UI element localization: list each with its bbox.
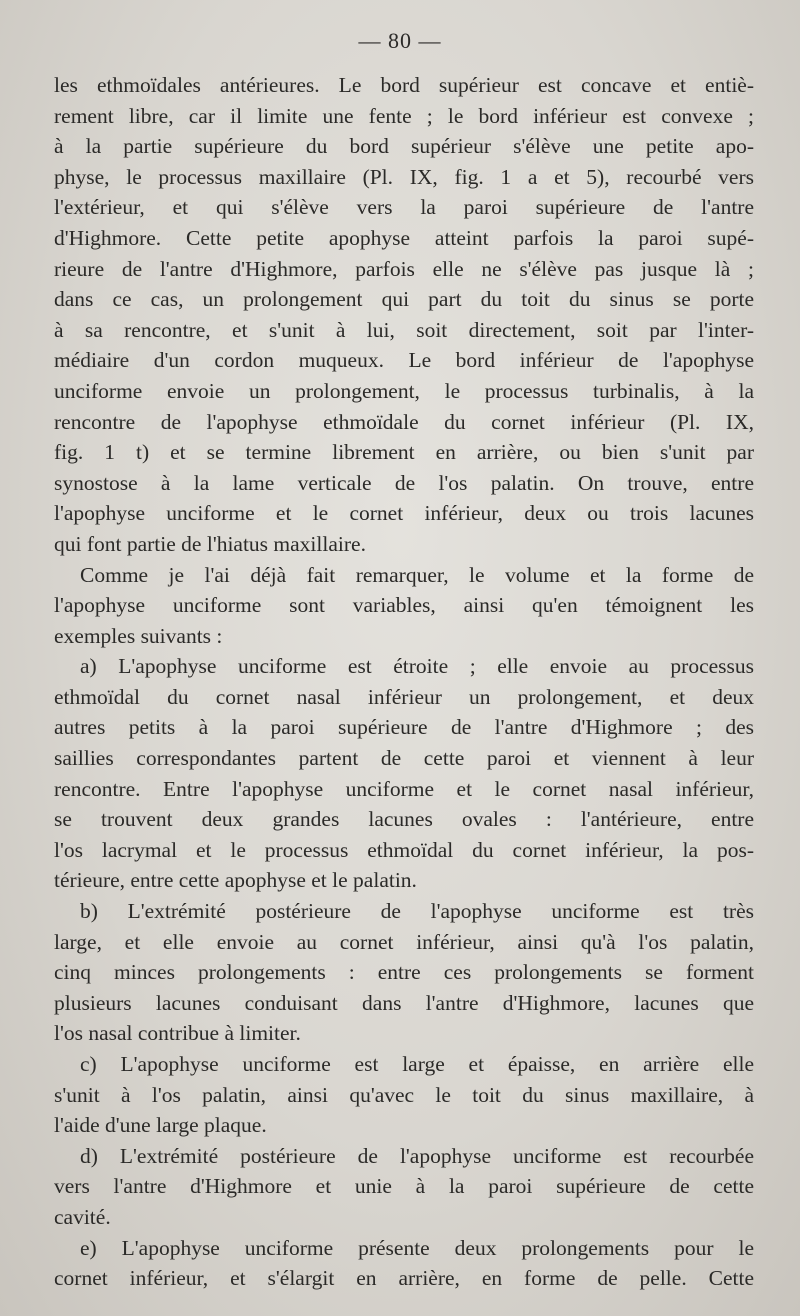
text-line: physe, le processus maxillaire (Pl. IX, fig. 1 a et 5), recourbé vers: [54, 164, 754, 189]
text-line: médiaire d'un cordon muqueux. Le bord inférieur de l'apophyse: [54, 348, 754, 373]
text-line: l'os lacrymal et le processus ethmoïdal du cornet inférieur, la pos-: [54, 837, 754, 862]
text-line: cavité.: [54, 1204, 111, 1229]
paragraph: [54, 560, 754, 652]
text-line: rieure de l'antre d'Highmore, parfois elle ne s'élève pas jusque là ;: [54, 256, 754, 281]
text-line: l'apophyse unciforme sont variables, ainsi qu'en témoignent les: [54, 593, 754, 618]
text-line: large, et elle envoie au cornet inférieur, ainsi qu'à l'os palatin,: [54, 929, 754, 954]
text-line: térieure, entre cette apophyse et le palatin.: [54, 868, 417, 893]
text-line: l'extérieur, et qui s'élève vers la paroi supérieure de l'antre: [54, 195, 754, 220]
text-line: c) L'apophyse unciforme est large et épaisse, en arrière elle: [80, 1052, 754, 1076]
paragraph: [54, 896, 754, 1049]
text-line: exemples suivants :: [54, 623, 223, 648]
text-line: à la partie supérieure du bord supérieur s'élève une petite apo-: [54, 134, 754, 159]
text-line: d'Highmore. Cette petite apophyse atteint parfois la paroi supé-: [54, 225, 754, 250]
text-line: rement libre, car il limite une fente ; le bord inférieur est convexe ;: [54, 103, 754, 128]
text-line: a) L'apophyse unciforme est étroite ; elle envoie au processus: [80, 654, 754, 679]
text-line: se trouvent deux grandes lacunes ovales : l'antérieure, entre: [54, 807, 754, 832]
paragraph: [54, 651, 754, 896]
text-line: b) L'extrémité postérieure de l'apophyse unciforme est très: [80, 899, 754, 924]
paragraph: [54, 1049, 754, 1141]
text-line: synostose à la lame verticale de l'os palatin. On trouve, entre: [54, 470, 754, 495]
text-line: d) L'extrémité postérieure de l'apophyse unciforme est recourbée: [80, 1143, 754, 1168]
paragraph: [54, 1233, 754, 1294]
text-line: unciforme envoie un prolongement, le processus turbinalis, à la: [54, 378, 754, 403]
text-line: qui font partie de l'hiatus maxillaire.: [54, 531, 366, 556]
text-line: s'unit à l'os palatin, ainsi qu'avec le toit du sinus maxillaire, à: [54, 1082, 754, 1107]
page-number: — 80 —: [358, 28, 442, 53]
text-line: rencontre de l'apophyse ethmoïdale du cornet inférieur (Pl. IX,: [54, 409, 754, 434]
text-line: saillies correspondantes partent de cette paroi et viennent à leur: [54, 746, 754, 771]
text-line: ethmoïdal du cornet nasal inférieur un prolongement, et deux: [54, 684, 754, 709]
text-line: l'os nasal contribue à limiter.: [54, 1021, 301, 1046]
text-line: cinq minces prolongements : entre ces prolongements se forment: [54, 960, 754, 985]
paragraph: [54, 1141, 754, 1233]
text-line: l'aide d'une large plaque.: [54, 1113, 267, 1138]
body-text: [54, 70, 754, 1294]
paragraph: [54, 70, 754, 560]
text-line: vers l'antre d'Highmore et unie à la paroi supérieure de cette: [54, 1174, 754, 1199]
text-line: dans ce cas, un prolongement qui part du toit du sinus se porte: [54, 287, 754, 312]
text-line: l'apophyse unciforme et le cornet inférieur, deux ou trois lacunes: [54, 501, 754, 526]
text-line: fig. 1 t) et se termine librement en arrière, ou bien s'unit par: [54, 440, 754, 465]
text-line: plusieurs lacunes conduisant dans l'antre d'Highmore, lacunes que: [54, 990, 754, 1015]
text-line: autres petits à la paroi supérieure de l'antre d'Highmore ; des: [54, 715, 754, 740]
text-line: e) L'apophyse unciforme présente deux prolongements pour le: [80, 1235, 754, 1260]
text-line: rencontre. Entre l'apophyse unciforme et le cornet nasal inférieur,: [54, 776, 754, 801]
text-line: à sa rencontre, et s'unit à lui, soit directement, soit par l'inter-: [54, 317, 754, 342]
text-line: Comme je l'ai déjà fait remarquer, le volume et la forme de: [80, 562, 754, 587]
text-line: cornet inférieur, et s'élargit en arrière, en forme de pelle. Cette: [54, 1266, 754, 1291]
text-line: les ethmoïdales antérieures. Le bord supérieur est concave et entiè-: [54, 73, 754, 97]
